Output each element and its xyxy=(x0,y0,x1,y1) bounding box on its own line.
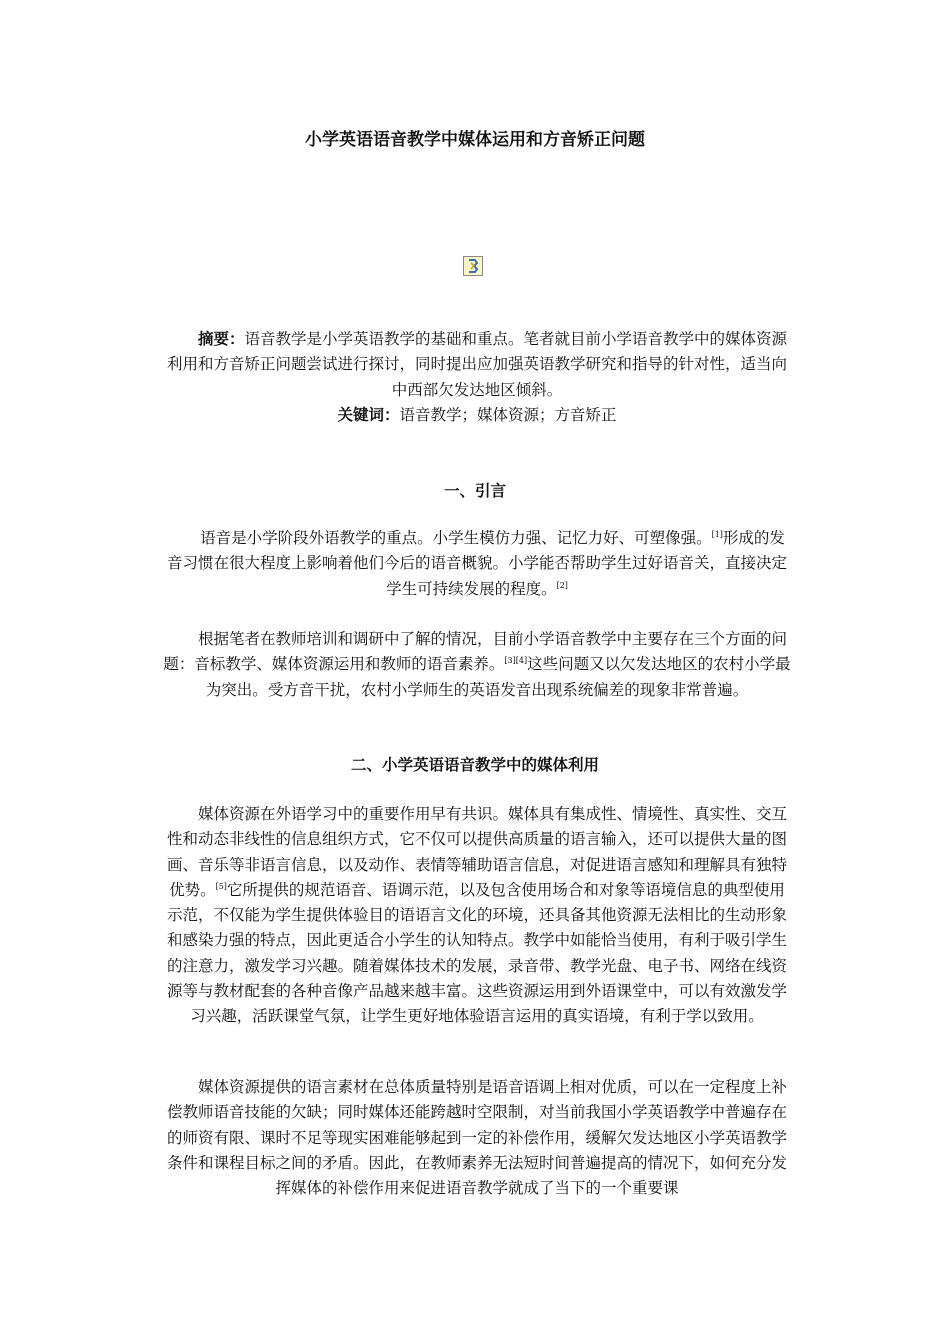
broken-image-icon xyxy=(463,256,483,276)
media-paragraph-1 xyxy=(162,802,792,1030)
keywords-label: 关键词： xyxy=(337,405,400,424)
abstract xyxy=(162,327,792,428)
section-heading-intro: 一、引言 xyxy=(443,482,506,500)
citation-ref: [2] xyxy=(556,580,568,590)
paragraph-text: 形成的发音习惯在很大程度上影响着他们今后的语音概貌。小学能否帮助学生过好语音关，直接决定学生可持续发展的程度。 xyxy=(166,529,787,598)
paragraph-text: 这些问题又以欠发达地区的农村小学最为突出。受方音干扰，农村小学师生的英语发音出现系统偏差的现象非常普遍。 xyxy=(205,655,791,699)
abstract-label: 摘要： xyxy=(197,330,245,348)
paragraph-text: 媒体资源在外语学习中的重要作用早有共识。媒体具有集成性、情境性、真实性、交互性和动态非线性的信息组织方式，它不仅可以提供高质量的语言输入，还可以提供大量的图画、音乐等非语言信息，以及动作、表情等辅助语言信息，对促进语言感知和理解具有独特优势。 xyxy=(166,805,787,899)
paragraph-text: 它所提供的规范语音、语调示范，以及包含使用场合和对象等语境信息的典型使用示范，不仅能为学生提供体验目的语语言文化的环境，还具备其他资源无法相比的生动形象和感染力强的特点，因此更适合小学生的认知特点。教学中如能恰当使用，有利于吸引学生的注意力，激发学习兴趣。随着媒体技术的发展，录音带、教学光盘、电子书、网络在线资源等与教材配套的各种音像产品越来越丰富。这些资源运用到外语课堂中，可以有效激发学习兴趣，活跃课堂气氛，让学生更好地体验语言运用的真实语境，有利于学以致用。 xyxy=(166,880,787,1026)
section-heading-media: 二、小学英语语音教学中的媒体利用 xyxy=(350,756,599,774)
paragraph-text: 语音是小学阶段外语教学的重点。小学生模仿力强、记忆力好、可塑像强。 xyxy=(200,529,712,547)
abstract-text: 语音教学是小学英语教学的基础和重点。笔者就目前小学语音教学中的媒体资源利用和方音矫正问题尝试进行探讨，同时提出应加强英语教学研究和指导的针对性，适当向中西部欠发达地区倾斜。 xyxy=(166,330,788,399)
media-paragraph-2: 媒体资源提供的语言素材在总体质量特别是语音语调上相对优质，可以在一定程度上补偿教师语音技能的欠缺；同时媒体还能跨越时空限制，对当前我国小学英语教学中普遍存在的师资有限、课时不足等现实困难能够起到一定的补偿作用，缓解欠发达地区小学英语教学条件和课程目标之间的矛盾。因此，在教师素养无法短时间普遍提高的情况下，如何充分发挥媒体的补偿作用来促进语音教学就成了当下的一个重要课 xyxy=(166,1078,787,1198)
intro-paragraph-2 xyxy=(162,627,792,703)
paragraph-text: 根据笔者在教师培训和调研中了解的情况，目前小学语音教学中主要存在三个方面的问题：音标教学、媒体资源运用和教师的语音素养。 xyxy=(163,630,787,674)
keywords-text: 语音教学；媒体资源；方音矫正 xyxy=(399,405,617,424)
citation-ref: [3][4] xyxy=(504,656,528,666)
abstract-paragraph xyxy=(162,327,792,403)
intro-paragraph-1 xyxy=(162,526,792,602)
document-title: 小学英语语音教学中媒体运用和方音矫正问题 xyxy=(305,130,645,150)
citation-ref: [5] xyxy=(215,881,227,891)
keywords-line xyxy=(162,403,792,428)
citation-ref: [1] xyxy=(711,529,723,539)
